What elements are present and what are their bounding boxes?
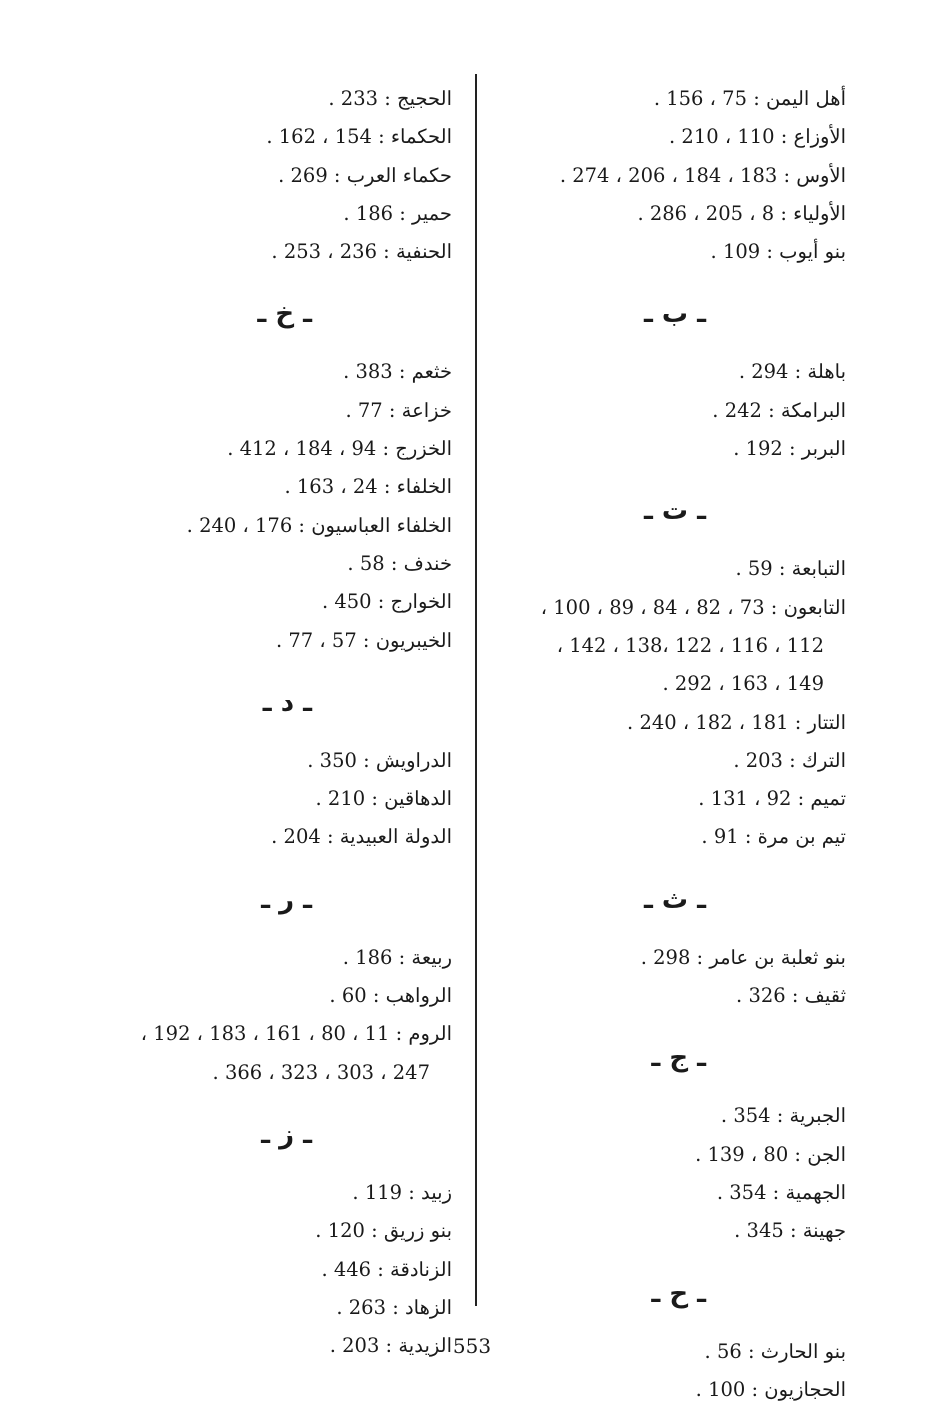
letter-heading: ـ ح ـ <box>651 1278 706 1309</box>
index-entry: تيم بن مرة : 91 . <box>701 825 846 849</box>
letter-heading: ـ ز ـ <box>261 1119 312 1150</box>
index-entry: البربر : 192 . <box>733 437 846 461</box>
index-entry: الجبرية : 354 . <box>720 1104 846 1128</box>
index-entry: الحنفية : 236 ، 253 . <box>271 240 452 264</box>
index-entry: الأوزاع : 110 ، 210 . <box>669 125 846 149</box>
index-entry: الرواهب : 60 . <box>329 984 452 1008</box>
index-entry: ربيعة : 186 . <box>342 945 452 969</box>
index-entry: بنو ثعلبة بن عامر : 298 . <box>640 945 846 969</box>
index-entry: الترك : 203 . <box>733 748 846 772</box>
index-entry: تميم : 92 ، 131 . <box>698 787 846 811</box>
column-divider <box>475 74 477 1306</box>
index-entry: الحكماء : 154 ، 162 . <box>266 125 452 149</box>
index-entry: التابعون : 73 ، 82 ، 84 ، 89 ، 100 ، <box>540 595 846 619</box>
index-entry: الأولياء : 8 ، 205 ، 286 . <box>637 201 846 225</box>
index-entry: الدراويش : 350 . <box>307 748 452 772</box>
letter-heading: ـ ت ـ <box>643 496 706 527</box>
index-column-left <box>92 80 452 1365</box>
index-entry: الأوس : 183 ، 184 ، 206 ، 274 . <box>559 163 846 187</box>
index-entry: خندف : 58 . <box>347 551 452 575</box>
index-entry: الخيبريون : 57 ، 77 . <box>275 628 452 652</box>
index-entry: التتار : 181 ، 182 ، 240 . <box>627 710 846 734</box>
index-entry: حكماء العرب : 269 . <box>278 163 452 187</box>
index-entry: بنو زريق : 120 . <box>315 1219 452 1243</box>
index-entry-continuation: 247 ، 303 ، 323 ، 366 . <box>212 1060 430 1084</box>
index-entry: الزيدية : 203 . <box>329 1334 452 1358</box>
index-entry: خزاعة : 77 . <box>345 398 452 422</box>
index-entry: الزنادقة : 446 . <box>321 1257 452 1281</box>
index-entry: باهلة : 294 . <box>738 360 846 384</box>
index-entry: التبابعة : 59 . <box>735 557 846 581</box>
index-entry: الدهاقين : 210 . <box>315 787 452 811</box>
letter-heading: ـ خ ـ <box>257 299 312 330</box>
index-entry: خثعم : 383 . <box>343 360 452 384</box>
letter-heading: ـ ج ـ <box>651 1043 706 1074</box>
index-entry: البرامكة : 242 . <box>712 398 846 422</box>
index-entry: الخزرج : 94 ، 184 ، 412 . <box>227 437 452 461</box>
page-number: 553 <box>452 1334 492 1358</box>
index-entry: الحجيج : 233 . <box>328 87 452 110</box>
index-entry: الخلفاء العباسيون : 176 ، 240 . <box>186 513 452 537</box>
index-entry: بنو أيوب : 109 . <box>710 240 846 264</box>
index-entry: زبيد : 119 . <box>352 1180 452 1204</box>
index-entry: الزهاد : 263 . <box>336 1295 452 1319</box>
index-entry: بنو الحارث : 56 . <box>704 1339 846 1363</box>
index-entry: حمير : 186 . <box>343 201 452 225</box>
index-entry-continuation: 112 ، 116 ، 122 ،138 ، 142 ، <box>556 633 824 657</box>
index-entry: الدولة العبيدية : 204 . <box>271 825 452 849</box>
index-entry: الروم : 11 ، 80 ، 161 ، 183 ، 192 ، <box>140 1022 452 1046</box>
index-entry-continuation: 149 ، 163 ، 292 . <box>662 672 824 696</box>
letter-heading: ـ ث ـ <box>643 884 706 915</box>
index-entry: أهل اليمن : 75 ، 156 . <box>653 87 846 110</box>
index-entry: الجهمية : 354 . <box>716 1180 846 1204</box>
letter-heading: ـ د ـ <box>262 687 312 718</box>
index-entry: الحجازيون : 100 . <box>695 1377 846 1401</box>
letter-heading: ـ ب ـ <box>643 299 706 330</box>
index-column-right <box>486 80 846 1409</box>
index-entry: الخلفاء : 24 ، 163 . <box>284 475 452 499</box>
index-entry: الخوارج : 450 . <box>321 590 452 614</box>
index-entry: الجن : 80 ، 139 . <box>695 1142 846 1166</box>
letter-heading: ـ ر ـ <box>261 884 312 915</box>
index-entry: ثقيف : 326 . <box>736 984 846 1008</box>
index-entry: جهينة : 345 . <box>734 1219 846 1243</box>
